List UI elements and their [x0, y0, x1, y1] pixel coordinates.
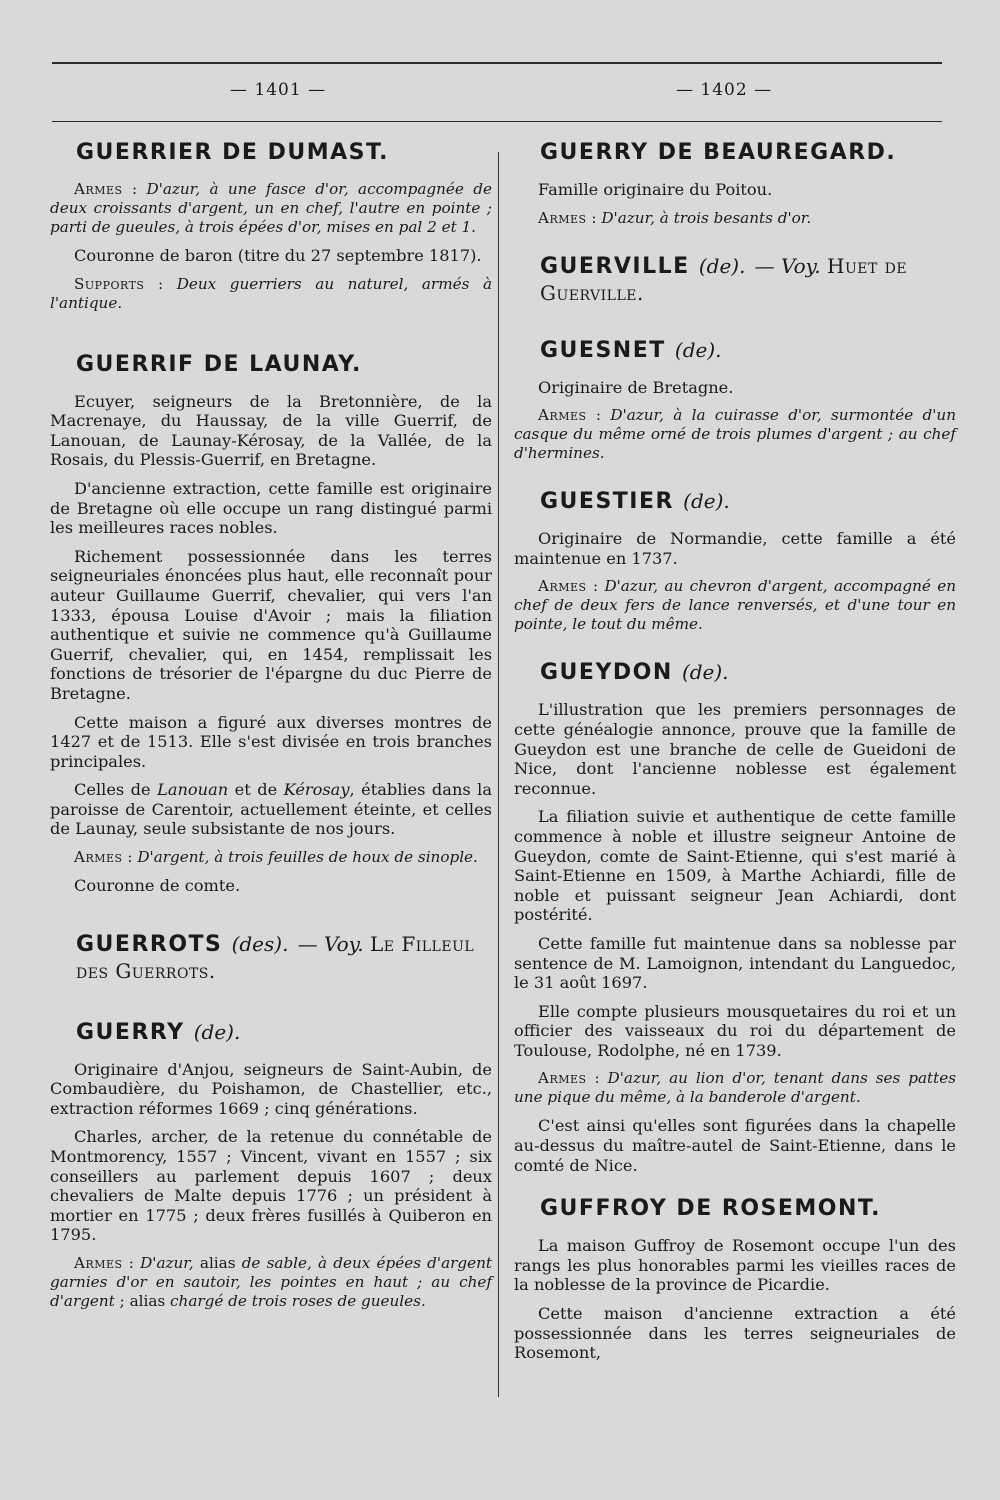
text-run: , établies dans la paroisse de Carentoir, actuellement éteinte, et celles de Launay, seule subsistante de nos jours. [50, 780, 492, 839]
voy-text: — Voy. [297, 931, 364, 956]
paragraph: Charles, archer, de la retenue du connétable de Montmorency, 1557 ; Vincent, vivant en 1557 ; six conseillers au parlement depuis 1607 ; deux chevaliers de Malte depuis 1776 ; un président à mortier en 1775 ; deux frères fusillés à Quiberon en 1795. [50, 1127, 492, 1245]
entry-title: GUFFROY DE ROSEMONT. [540, 1196, 881, 1222]
entry-guestier [514, 488, 956, 634]
entry-title [540, 659, 956, 686]
arms-text: chargé de trois roses de gueules. [170, 1292, 426, 1310]
paragraph: L'illustration que les premiers personnages de cette généalogie annonce, prouve que la famille de Gueydon est une branche de celle de Gueidoni de Nice, dont l'ancienne noblesse est également reconnue. [514, 700, 956, 798]
arms-paragraph: Armes : D'azur, au chevron d'argent, accompagné en chef de deux fers de lance renversés, et d'une tour en pointe, le tout du même. [514, 577, 956, 634]
entry-title [540, 488, 956, 515]
title-particle: (de). [674, 337, 722, 362]
entry-guesnet [514, 337, 956, 464]
arms-text: alias [193, 1254, 242, 1272]
arms-label: Armes [538, 577, 587, 596]
arms-label: Armes [74, 180, 123, 198]
arms-text: D'azur, au chevron d'argent, accompagné en chef de deux fers de lance renversés, et d'une tour en pointe, le tout du même. [514, 577, 956, 634]
paragraph: Elle compte plusieurs mousquetaires du roi et un officier des vaisseaux du roi du département de Toulouse, Rodolphe, né en 1739. [514, 1001, 956, 1060]
paragraph: Originaire de Bretagne. [538, 377, 734, 397]
place-name: Kérosay [283, 780, 350, 800]
left-column [50, 140, 492, 1320]
title-particle: (de). [193, 1019, 241, 1044]
entry-guffroy-de-rosemont [514, 1196, 956, 1363]
arms-paragraph: Armes : D'azur, alias de sable, à deux épées d'argent garnies d'or en sautoir, les pointes en haut ; au chef d'argent ; alias chargé de trois roses de gueules. [50, 1254, 492, 1310]
entry-guerry-de-beauregard [514, 140, 956, 228]
title-particle: (de). [683, 489, 730, 514]
arms-paragraph: Armes : D'azur, à trois besants d'or. [538, 208, 812, 227]
entry-guerrif-de-launay [50, 352, 492, 896]
arms-text: D'azur, à la cuirasse d'or, surmontée d'un casque du même orné de trois plumes d'argent ; au chef d'hermines. [514, 406, 956, 463]
entry-title [76, 931, 492, 985]
paragraph: Famille originaire du Poitou. [538, 180, 773, 199]
arms-text: de sable, à deux épées d'argent garnies d'or en sautoir, les pointes en haut ; au chef d'argent [50, 1254, 492, 1310]
title-name: GUESTIER [540, 489, 674, 515]
paragraph: Cette maison d'ancienne extraction a été possessionnée dans les terres seigneuriales de Rosemont, [514, 1304, 956, 1363]
arms-paragraph: Armes : D'azur, à une fasce d'or, accompagnée de deux croissants d'argent, un en chef, l'autre en pointe ; parti de gueules, à trois épées d'or, mises en pal 2 et 1. [50, 180, 492, 236]
entry-title [540, 253, 956, 307]
entry-title [540, 337, 956, 364]
title-name: GUERROTS [76, 931, 223, 957]
supports-paragraph: Supports : Deux guerriers au naturel, armés à l'antique. [50, 274, 492, 312]
top-rule [52, 62, 942, 64]
arms-paragraph: Armes : D'azur, au lion d'or, tenant dans ses pattes une pique du même, à la banderole d'argent. [514, 1069, 956, 1107]
title-particle: (des). [231, 931, 289, 956]
title-name: GUEYDON [540, 660, 673, 686]
arms-text: D'azur, à trois besants d'or. [601, 208, 812, 227]
page-number-left: — 1401 — [230, 80, 327, 100]
arms-text: ; alias [114, 1292, 171, 1310]
arms-text: D'azur, à une fasce d'or, accompagnée de deux croissants d'argent, un en chef, l'autre en pointe ; parti de gueules, à trois épées d'or, mises en pal 2 et 1. [50, 180, 492, 236]
arms-label: Armes [74, 1254, 123, 1272]
entry-title [76, 1019, 492, 1046]
entry-guerville [514, 253, 956, 307]
supports-text: Deux guerriers au naturel, armés à l'antique. [50, 274, 492, 312]
reference-target: Le Filleul des Guerrots. [76, 931, 475, 983]
arms-text: D'azur, au lion d'or, tenant dans ses pattes une pique du même, à la banderole d'argent. [514, 1069, 956, 1107]
paragraph: Cette maison a figuré aux diverses montres de 1427 et de 1513. Elle s'est divisée en trois branches principales. [50, 712, 492, 771]
entry-guerrier-de-dumast [50, 140, 492, 313]
paragraph: Originaire d'Anjou, seigneurs de Saint-Aubin, de Combaudière, du Poishamon, de Chastellier, etc., extraction réformes 1669 ; cinq générations. [50, 1059, 492, 1118]
entry-guerrots [50, 931, 492, 985]
voy-text: — Voy. [754, 253, 821, 278]
paragraph: Cette famille fut maintenue dans sa noblesse par sentence de M. Lamoignon, intendant du Languedoc, le 31 août 1697. [514, 933, 956, 993]
paragraph: La filiation suivie et authentique de cette famille commence à noble et illustre seigneur Antoine de Gueydon, comte de Saint-Etienne, qui s'est marié à Saint-Etienne en 1509, à Marthe Achiardi, fille de noble et puissant seigneur Jean Achiardi, dont postérité. [514, 807, 956, 925]
title-name: GUESNET [540, 337, 666, 363]
paragraph: Richement possessionnée dans les terres seigneuriales énoncées plus haut, elle reconnaît pour auteur Guillaume Guerrif, chevalier, qui vers l'an 1333, épousa Louise d'Avoir ; mais la filiation authentique et suivie ne commence qu'à Guillaume Guerrif, chevalier, qui, en 1454, remplissait les fonctions de trésorier de l'épargne du duc Pierre de Bretagne. [50, 546, 492, 703]
paragraph [50, 780, 492, 839]
entry-title: GUERRIF DE LAUNAY. [76, 351, 362, 377]
paragraph: Originaire de Normandie, cette famille a été maintenue en 1737. [514, 529, 956, 568]
paragraph: La maison Guffroy de Rosemont occupe l'un des rangs les plus honorables parmi les vieilles races de la noblesse de la province de Picardie. [514, 1236, 956, 1295]
entry-guerry [50, 1019, 492, 1311]
right-column [514, 140, 956, 1372]
arms-text: D'argent, à trois feuilles de houx de sinople. [137, 848, 478, 867]
text-run: Celles de [74, 780, 158, 800]
arms-paragraph: Armes : D'argent, à trois feuilles de houx de sinople. [74, 848, 478, 867]
text-run: et de [228, 780, 284, 800]
page-number-right: — 1402 — [676, 80, 773, 100]
title-particle: (de). [698, 253, 746, 278]
reference-target: Huet de Guerville. [540, 253, 908, 305]
paragraph: Ecuyer, seigneurs de la Bretonnière, de la Macrenaye, du Haussay, de la ville Guerrif, de Lanouan, de Launay-Kérosay, de la Vallée, de la Rosais, du Plessis-Guerrif, en Bretagne. [50, 391, 492, 470]
place-name: Lanouan [157, 780, 229, 800]
column-separator [498, 152, 499, 1397]
entry-title: GUERRIER DE DUMAST. [76, 140, 390, 165]
arms-label: Armes [538, 1069, 587, 1088]
arms-label: Armes [538, 208, 587, 227]
title-name: GUERRY [76, 1019, 185, 1045]
crown-text: Couronne de baron (titre du 27 septembre 1817). [74, 246, 482, 265]
header-rule [52, 121, 942, 122]
paragraph: C'est ainsi qu'elles sont figurées dans la chapelle au-dessus du maître-autel de Saint-Etienne, dans le comté de Nice. [514, 1116, 956, 1175]
arms-label: Armes [538, 406, 587, 425]
paragraph: D'ancienne extraction, cette famille est originaire de Bretagne où elle occupe un rang distingué parmi les meilleures races nobles. [50, 478, 492, 538]
arms-text: D'azur, [140, 1254, 194, 1272]
supports-label: Supports [74, 274, 145, 293]
entry-title: GUERRY DE BEAUREGARD. [540, 140, 897, 165]
crown-text: Couronne de comte. [74, 876, 241, 896]
entry-gueydon [514, 659, 956, 1175]
arms-label: Armes [74, 848, 123, 867]
title-particle: (de). [681, 660, 729, 685]
title-name: GUERVILLE [540, 253, 690, 279]
arms-paragraph: Armes : D'azur, à la cuirasse d'or, surmontée d'un casque du même orné de trois plumes d'argent ; au chef d'hermines. [514, 406, 956, 463]
